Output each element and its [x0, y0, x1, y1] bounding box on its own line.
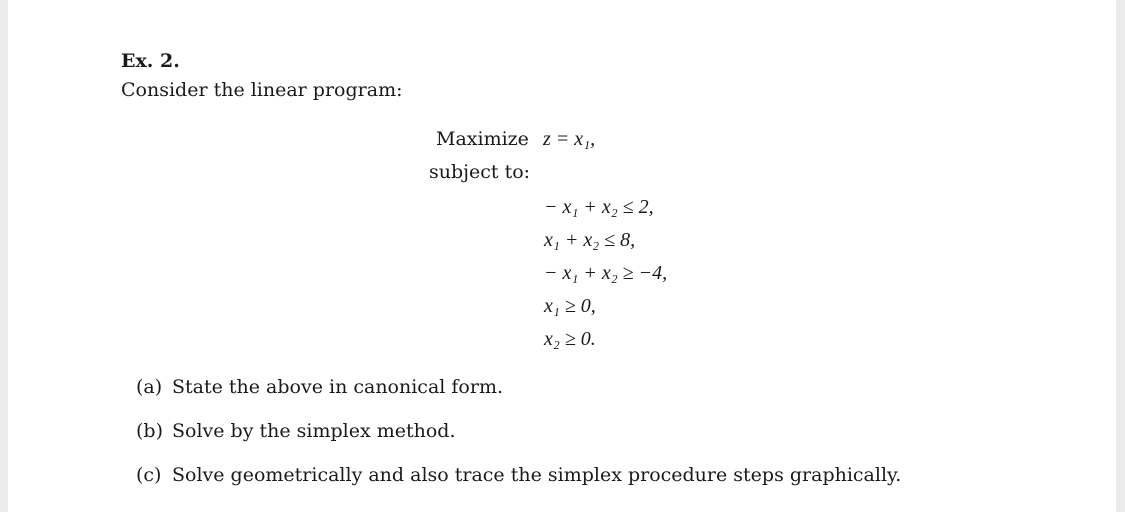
part-b-text: Solve by the simplex method. [172, 420, 456, 442]
part-b [136, 420, 456, 442]
subject-to-label: subject to: [429, 161, 531, 183]
constraint-4: x₁ ≥ 0, [544, 295, 596, 317]
constraint-1: − x₁ + x₂ ≤ 2, [544, 196, 654, 218]
constraint-5: x₂ ≥ 0. [544, 328, 596, 350]
exercise-intro: Consider the linear program: [121, 79, 403, 101]
part-c-label: (c) [136, 464, 162, 486]
part-a-text: State the above in canonical form. [172, 376, 504, 398]
part-a-label: (a) [136, 376, 163, 398]
objective-function: z = x₁, [543, 128, 596, 150]
part-a [136, 376, 503, 398]
part-c [136, 464, 901, 486]
constraint-2: x₁ + x₂ ≤ 8, [544, 229, 636, 251]
part-b-label: (b) [136, 420, 163, 442]
part-c-text: Solve geometrically and also trace the simplex procedure steps graphically. [172, 464, 902, 486]
exercise-heading: Ex. 2. [121, 50, 180, 72]
document-page [8, 0, 1116, 512]
constraint-3: − x₁ + x₂ ≥ −4, [544, 262, 668, 284]
maximize-label: Maximize [436, 128, 529, 150]
